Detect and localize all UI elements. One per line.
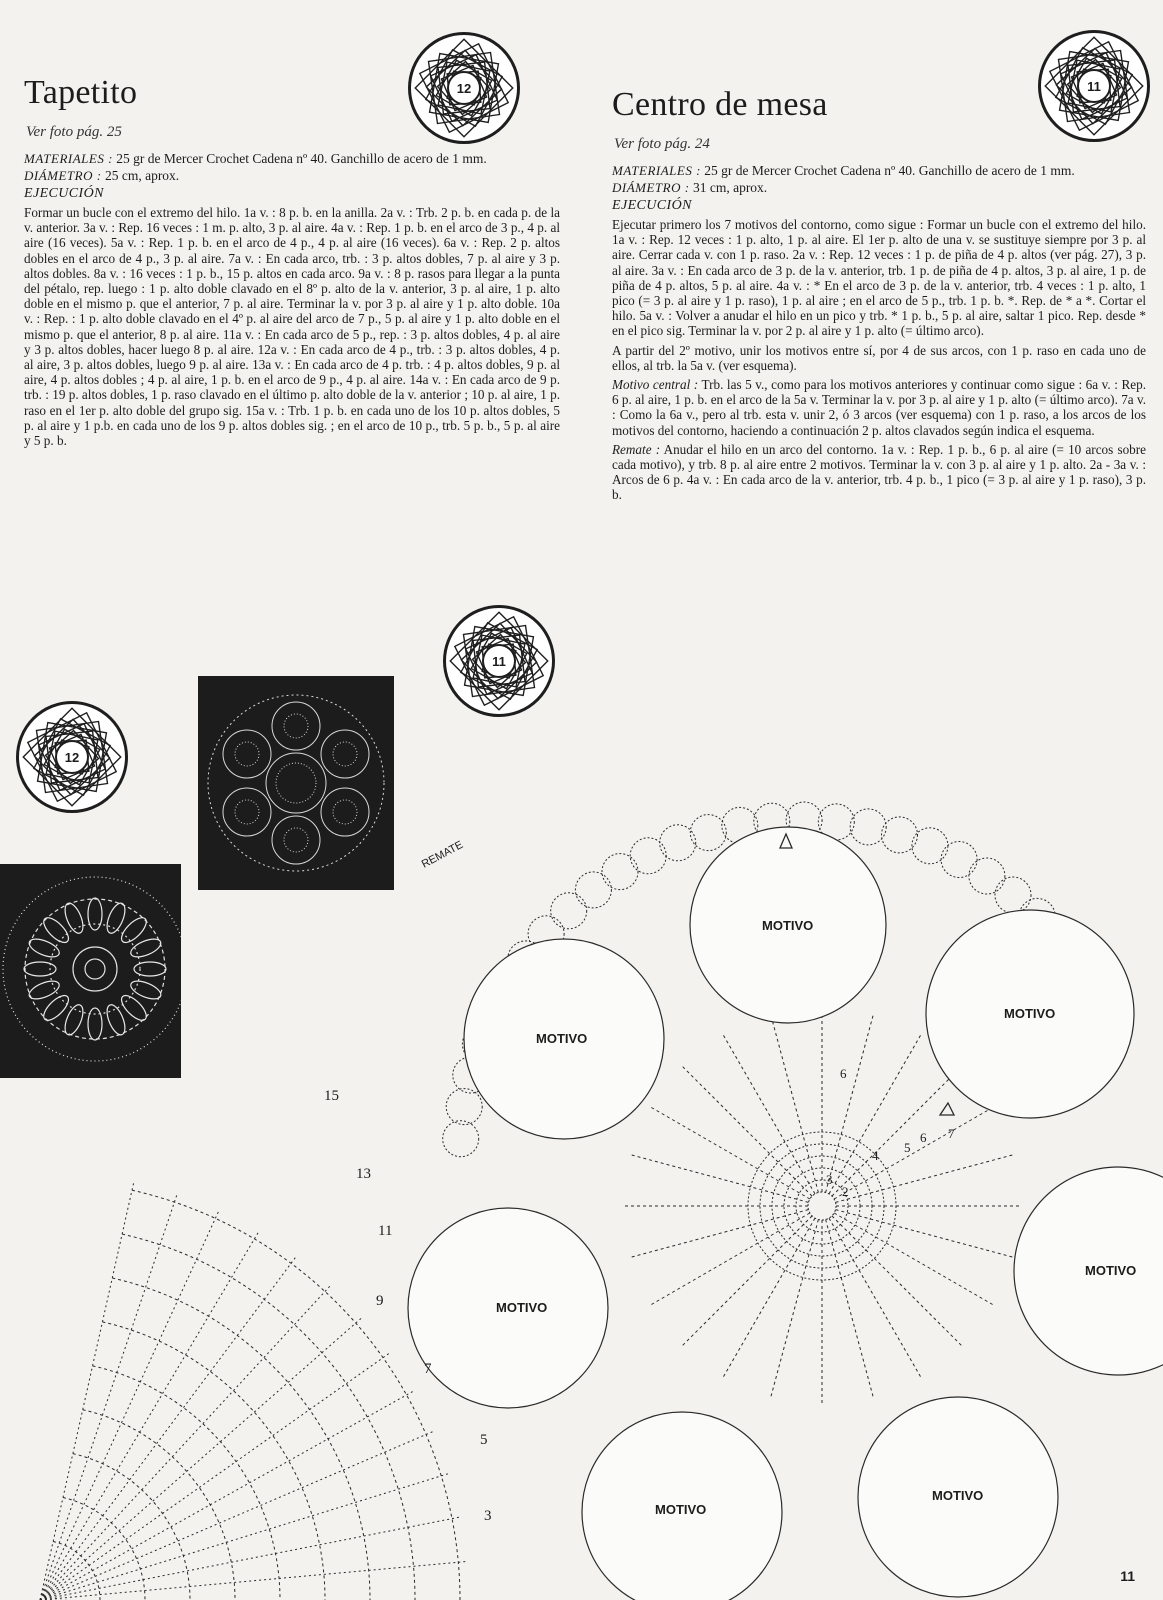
page-number: 11 xyxy=(1120,1568,1135,1584)
motif-label: MOTIVO xyxy=(655,1502,707,1517)
round-number: 11 xyxy=(378,1223,393,1239)
motif-label: MOTIVO xyxy=(932,1488,984,1503)
left-materials xyxy=(24,151,560,166)
round-number: 13 xyxy=(356,1166,371,1182)
right-instructions xyxy=(612,217,1146,503)
round-number: 3 xyxy=(484,1508,492,1524)
start-triangle-icon xyxy=(940,1103,954,1115)
remate-label: REMATE xyxy=(419,838,466,871)
motif-label: MOTIVO xyxy=(536,1031,588,1046)
round-number: 6 xyxy=(920,1130,927,1145)
right-title: Centro de mesa xyxy=(612,86,828,123)
diameter-text: 31 cm, aprox. xyxy=(692,180,768,195)
round-number: 7 xyxy=(948,1126,955,1141)
round-number: 5 xyxy=(904,1140,911,1155)
badge-number: 12 xyxy=(55,740,89,774)
materials-label: MATERIALES : xyxy=(612,163,701,178)
right-execution-heading: EJECUCIÓN xyxy=(612,198,692,213)
badge-number: 12 xyxy=(447,71,481,105)
left-diameter xyxy=(24,168,560,183)
central-motif-text: Trb. las 5 v., como para los motivos anteriores y continuar como sigue : 6a v. : Rep. 6 p. al aire, 1 p. b. en el arco de la 5a v. Terminar la v. por 3 p. al aire y 1 p. alto (= último arco). 7a v. : Como la 6a v., pero al trb. esta v. unir 2, ó 3 arcos (ver esquema) con 1 p. raso, a los arcos de los motivos del contorno, haciendo a continuación 2 p. altos clavados según indica el esquema. xyxy=(612,377,1146,438)
right-photo-ref: Ver foto pág. 24 xyxy=(614,136,710,152)
right-paragraph-4 xyxy=(612,442,1146,503)
left-execution-heading: EJECUCIÓN xyxy=(24,186,104,201)
diameter-text: 25 cm, aprox. xyxy=(104,168,180,183)
round-number: 7 xyxy=(424,1361,432,1377)
badge-number: 11 xyxy=(482,644,516,678)
materials-text: 25 gr de Mercer Crochet Cadena nº 40. Ganchillo de acero de 1 mm. xyxy=(704,163,1075,178)
motif-label: MOTIVO xyxy=(496,1300,548,1315)
right-diameter xyxy=(612,180,1146,195)
round-number: 4 xyxy=(872,1148,879,1163)
round-number: 15 xyxy=(324,1088,339,1104)
round-number: 6 xyxy=(840,1066,847,1081)
diameter-label: DIÁMETRO : xyxy=(24,168,102,183)
motif-label: MOTIVO xyxy=(762,918,814,933)
finishing-label: Remate : xyxy=(612,441,661,457)
left-instructions-text: Formar un bucle con el extremo del hilo. 1a v. : 8 p. b. en la anilla. 2a v. : Trb. 2 p. b. en cada p. de la v. anterior. 3a v. : Rep. 16 veces : 1 m. p. alto, 3 p. al aire. 4a v. : Rep. 1 p. b. en el arco de 3 p., 4 p. al aire (16 veces). 5a v. : Rep. 1 p. b. en el arco de 4 p., 4 p. al aire (16 veces). 6a v. : Rep. 2 p. altos dobles en el arco de 4 p., 3 p. al aire. 7a v. : En cada arco, trb. : 3 p. altos dobles, 7 p. al aire y 3 p. altos dobles. 8a v. : 16 veces : 1 p. b., 15 p. altos en cada arco. 9a v. : 8 p. rasos para llegar a la punta del pétalo, rep. luego : 1 p. alto doble clavado en el 8º p. alto de la v. anterior, 3 p. al aire, 1 p. alto doble en el mismo p. que el anterior, 7 p. al aire. Terminar la v. por 3 p. al aire y 1 p. alto doble. 10a v. : Rep. : 1 p. alto doble clavado en el 4º p. al aire del arco de 7 p., 5 p. al aire y 1 p. alto doble en el mismo p. que el anterior, 8 p. al aire. 11a v. : En cada arco de 5 p., rep. : 3 p. altos dobles, 4 p. al aire y 3 p. altos dobles, hacer luego 8 p. al aire. 12a v. : En cada arco de 4 p., trb. : 3 p. altos dobles, 4 p. al aire, 3 p. altos dobles, luego 9 p. al aire. 13a v. : En cada arco de 4 p. trb. : 4 p. altos dobles, 9 p. al aire, 4 p. altos dobles ; 4 p. al aire, 1 p. b. en el arco de 9 p., 4 p. al aire. 14a v. : En cada arco de 9 p. trb. : 19 p. altos dobles, 1 p. raso clavado en el último p. alto doble de la v. anterior ; 10 p. al aire, 1 p. raso en el 1er p. alto doble del grupo sig. 15a v. : Trb. 1 p. b. en cada uno de los 10 p. altos dobles, 5 p. al aire y 1 p.b. en cada uno de los 9 p. altos dobles sig. ; en el arco de 10 p., trb. 5 p. b., 5 p. al aire y 5 p. b. xyxy=(24,205,560,449)
right-paragraph-3 xyxy=(612,377,1146,438)
materials-text: 25 gr de Mercer Crochet Cadena nº 40. Ganchillo de acero de 1 mm. xyxy=(116,151,487,166)
round-number: 2 xyxy=(842,1184,849,1199)
left-title: Tapetito xyxy=(24,74,138,111)
crochet-diagram xyxy=(0,600,1163,1600)
round-number: 3 xyxy=(826,1172,833,1187)
diameter-label: DIÁMETRO : xyxy=(612,180,690,195)
materials-label: MATERIALES : xyxy=(24,151,113,166)
round-number: 5 xyxy=(480,1432,488,1448)
central-motif-label: Motivo central : xyxy=(612,377,699,393)
motif-label: MOTIVO xyxy=(1085,1263,1137,1278)
left-photo-ref: Ver foto pág. 25 xyxy=(26,124,122,140)
left-instructions xyxy=(24,205,560,448)
right-paragraph-2: A partir del 2º motivo, unir los motivos entre sí, por 4 de sus arcos, con 1 p. raso en cada uno de ellos, al trb. la 5a v. (ver esquema). xyxy=(612,342,1146,373)
pattern-badge-12-top xyxy=(408,32,520,144)
right-paragraph-1: Ejecutar primero los 7 motivos del contorno, como sigue : Formar un bucle con el extremo del hilo. 1a v. : Rep. 12 veces : 1 p. alto, 1 p. al aire. El 1er p. alto de una v. se sustituye siempre por 3 p. al aire. Cerrar cada v. con 1 p. raso. 2a v. : Rep. 12 veces : 1 p. de piña de 4 p. altos (ver pág. 27), 3 p. al aire. 3a v. : En cada arco de 3 p. de la v. anterior, trb. 1 p. de piña de 4 p. altos, 3 p. al aire, 1 p. de piña de 4 p. altos, 5 p. al aire. 4a v. : * En el arco de 3 p. de la v. anterior, trb. 4 veces : 1 p. alto, 1 pico (= 3 p. al aire y 1 p. raso), 1 p. al aire ; en el arco de 5 p., trb. 1 p. b. *. Rep. de * a *. Cortar el hilo. 5a v. : Volver a anudar el hilo en un pico y trb. * 1 p. b., 5 p. al aire, saltar 1 pico. Rep. desde * en el pico sig. Terminar la v. por 2 p. al aire y 1 p. alto (= último arco). xyxy=(612,217,1146,339)
motif-label: MOTIVO xyxy=(1004,1006,1056,1021)
finishing-text: Anudar el hilo en un arco del contorno. 1a v. : Rep. 1 p. b., 6 p. al aire (= 10 arcos sobre cada motivo), y trb. 8 p. al aire entre 2 motivos. Terminar la v. con 3 p. al aire y 1 p. alto. 2a - 3a v. : Arcos de 6 p. 4a v. : En cada arco de la v. anterior, trb. 4 p. b., 1 pico (= 3 p. al aire y 1 p. raso), 3 p. b. xyxy=(612,441,1147,503)
right-materials xyxy=(612,163,1146,178)
pattern-badge-11-top xyxy=(1038,30,1150,142)
round-number: 9 xyxy=(376,1293,384,1309)
badge-number: 11 xyxy=(1077,69,1111,103)
